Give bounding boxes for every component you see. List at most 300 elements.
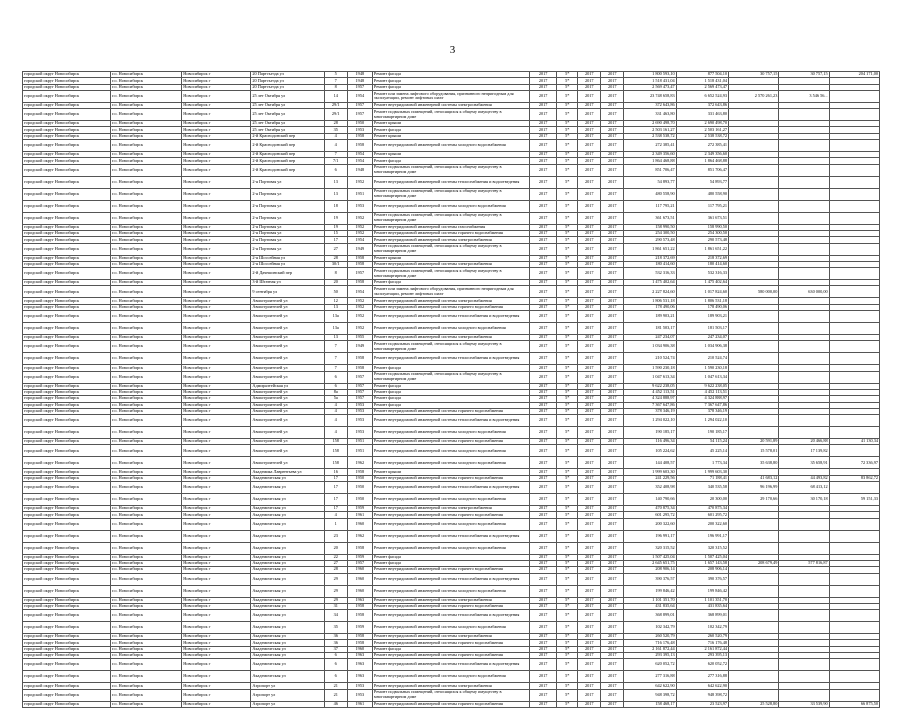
table-cell: 642 622,90 [676, 683, 728, 689]
table-cell: Ремонт внутридомовой инженерной системы холодного водоснабжения [372, 445, 529, 457]
table-cell: 6 [324, 383, 347, 389]
table-cell: городской округ Новосибирск [23, 243, 111, 255]
table-cell: 331 463,80 [676, 109, 728, 121]
table-cell: 2017 [601, 224, 624, 230]
table-cell: 1953 [347, 402, 372, 408]
table-cell [779, 585, 829, 597]
table-cell: 20 [324, 280, 347, 286]
table-cell: г.о. Новосибирск [111, 176, 182, 188]
table-cell [729, 311, 779, 323]
table-cell: Ремонт фасада [372, 554, 529, 560]
table-cell: 5* [557, 164, 578, 176]
table-cell [829, 311, 879, 323]
table-cell: Новосибирск г [182, 188, 251, 200]
table-cell [779, 622, 829, 634]
table-cell: Новосибирск г [182, 389, 251, 395]
table-cell: 6 [324, 652, 347, 658]
table-cell: Авиастроителей ул [251, 439, 324, 445]
table-cell: 9 622 238,05 [676, 383, 728, 389]
table-cell: 5* [557, 445, 578, 457]
table-cell: Академическая ул [251, 573, 324, 585]
table-cell [729, 427, 779, 439]
table-cell: Академическая ул [251, 646, 324, 652]
table-cell: Новосибирск г [182, 176, 251, 188]
table-cell: 293 395,13 [676, 652, 728, 658]
table-cell: 5* [557, 652, 578, 658]
table-cell: 5* [557, 371, 578, 383]
table-cell: 1 047 613,34 [624, 371, 676, 383]
table-cell: 2017 [601, 109, 624, 121]
table-cell: Ремонт фасада [372, 158, 529, 164]
table-cell: городской округ Новосибирск [23, 176, 111, 188]
table-cell: 2017 [601, 365, 624, 371]
table-cell: Ремонт внутридомовой инженерной системы теплоснабжения и водоотведения [372, 311, 529, 323]
table-cell: Ремонт фасада [372, 365, 529, 371]
table-cell: 1948 [347, 164, 372, 176]
table-cell: Новосибирск г [182, 402, 251, 408]
table-cell [729, 415, 779, 427]
table-cell: городской округ Новосибирск [23, 396, 111, 402]
table-cell [829, 90, 879, 102]
table-cell: городской округ Новосибирск [23, 371, 111, 383]
table-cell: 13 [324, 304, 347, 310]
table-cell: 290 573,48 [624, 237, 676, 243]
table-cell: 190 185,17 [624, 427, 676, 439]
table-cell: городской округ Новосибирск [23, 659, 111, 671]
table-cell: 7 [324, 78, 347, 84]
table-cell: 1957 [347, 102, 372, 108]
table-cell: 5* [557, 573, 578, 585]
table-cell: 1958 [347, 542, 372, 554]
table-cell: г.о. Новосибирск [111, 659, 182, 671]
table-cell: Новосибирск г [182, 415, 251, 427]
table-cell: 7/1 [324, 158, 347, 164]
table-row [23, 286, 880, 298]
table-cell: Ремонт внутридомовой инженерной системы холодного водоснабжения [372, 323, 529, 335]
table-cell: 2017 [530, 560, 557, 566]
table-cell: Новосибирск г [182, 243, 251, 255]
table-cell: Ремонт внутридомовой инженерной системы горячего водоснабжения [372, 512, 529, 518]
table-row [23, 427, 880, 439]
table-cell: 2017 [530, 298, 557, 304]
table-cell: городской округ Новосибирск [23, 701, 111, 707]
table-cell: 2 569 473,47 [624, 84, 676, 90]
table-row [23, 542, 880, 554]
table-cell: Академическая ул [251, 567, 324, 573]
table-cell: 431 835,64 [624, 603, 676, 609]
table-cell: 2017 [578, 298, 601, 304]
table-cell: Авиастроителей ул [251, 427, 324, 439]
table-cell [829, 188, 879, 200]
table-cell: 1958 [347, 610, 372, 622]
table-cell: 45 225,14 [676, 445, 728, 457]
table-cell: 96 196,99 [729, 482, 779, 494]
table-cell: 66 875,50 [829, 701, 879, 707]
table-cell: 189 903,21 [624, 311, 676, 323]
table-cell: Новосибирск г [182, 280, 251, 286]
table-cell: 2017 [578, 121, 601, 127]
table-cell: Новосибирск г [182, 652, 251, 658]
table-cell: 2017 [530, 78, 557, 84]
table-cell: 2017 [530, 701, 557, 707]
table-cell: 2017 [530, 396, 557, 402]
table-cell: 2017 [601, 243, 624, 255]
table-cell: 2017 [601, 652, 624, 658]
table-cell: 2017 [530, 482, 557, 494]
table-cell: 1963 [347, 659, 372, 671]
table-cell: 2017 [578, 127, 601, 133]
table-cell: 5* [557, 224, 578, 230]
table-cell: 260 520,79 [624, 634, 676, 640]
table-cell: 716 176,48 [676, 640, 728, 646]
table-cell: 2017 [578, 341, 601, 353]
table-cell: 2-я Портовая ул [251, 200, 324, 212]
table-cell: 372 643,86 [624, 102, 676, 108]
table-cell: 2017 [578, 683, 601, 689]
table-cell: 35 [324, 622, 347, 634]
table-cell: Новосибирск г [182, 554, 251, 560]
table-cell [829, 243, 879, 255]
table-cell: 158 468,17 [624, 701, 676, 707]
table-cell: 2-й Краснодонский пер [251, 133, 324, 139]
table-cell [829, 689, 879, 701]
table-cell: 1954 [347, 90, 372, 102]
table-cell: 2017 [578, 311, 601, 323]
table-cell: 30 757,15 [729, 72, 779, 78]
table-cell: г.о. Новосибирск [111, 353, 182, 365]
table-cell: г.о. Новосибирск [111, 84, 182, 90]
table-cell: 1961 [347, 701, 372, 707]
table-cell: Ремонт или замена лифтового оборудования, признанного непригодным для эксплуатации, ремонт лифтовых шахт [372, 286, 529, 298]
table-cell: городской округ Новосибирск [23, 427, 111, 439]
table-cell: 532 316,33 [676, 268, 728, 280]
table-cell: 7 367 647,86 [624, 402, 676, 408]
table-cell: 2017 [578, 224, 601, 230]
table-cell: Ремонт подвальных помещений, относящихся к общему имуществу в многоквартирном доме [372, 689, 529, 701]
table-cell: Академическая ул [251, 671, 324, 683]
table-cell: Ремонт крыши [372, 469, 529, 475]
table-cell: 2-й Дачешинский пер [251, 268, 324, 280]
table-cell: 2017 [578, 268, 601, 280]
table-cell: 2 690 498,70 [676, 121, 728, 127]
table-cell [729, 188, 779, 200]
table-cell: Ремонт внутридомовой инженерной системы холодного водоснабжения [372, 542, 529, 554]
table-cell: 2017 [601, 597, 624, 603]
table-cell: Академическая ул [251, 652, 324, 658]
table-cell: 2 569 473,47 [676, 84, 728, 90]
table-cell: 2017 [601, 445, 624, 457]
table-cell: 5* [557, 383, 578, 389]
table-cell: Новосибирск г [182, 506, 251, 512]
table-cell: Академическая ул [251, 659, 324, 671]
table-cell: 33 539,90 [779, 701, 829, 707]
table-cell: Новосибирск г [182, 335, 251, 341]
table-cell: 2017 [530, 415, 557, 427]
table-cell: 2017 [578, 475, 601, 481]
table-cell: 5* [557, 255, 578, 261]
table-cell: 2017 [578, 133, 601, 139]
table-cell: Ремонт внутридомовой инженерной системы теплоснабжения и водоотведения [372, 573, 529, 585]
table-cell: 290 573,48 [676, 237, 728, 243]
table-cell: Ремонт крыши [372, 121, 529, 127]
table-cell: 4 452 113,51 [624, 389, 676, 395]
table-cell: 1962 [347, 530, 372, 542]
table-cell: 1958 [347, 469, 372, 475]
table-cell: 2017 [578, 560, 601, 566]
table-row [23, 573, 880, 585]
table-cell: Новосибирск г [182, 542, 251, 554]
table-cell: городской округ Новосибирск [23, 365, 111, 371]
table-cell: Новосибирск г [182, 212, 251, 224]
table-cell: городской округ Новосибирск [23, 298, 111, 304]
table-cell: Новосибирск г [182, 164, 251, 176]
table-cell: 5* [557, 109, 578, 121]
table-cell: городской округ Новосибирск [23, 554, 111, 560]
table-cell: 20 Партсъезда ул [251, 72, 324, 78]
table-cell: Новосибирск г [182, 109, 251, 121]
table-cell: 2 349 356,60 [676, 152, 728, 158]
table-cell: 5* [557, 622, 578, 634]
table-cell: Новосибирск г [182, 622, 251, 634]
table-cell: 83 862,72 [829, 475, 879, 481]
table-row [23, 323, 880, 335]
table-cell: 2017 [578, 506, 601, 512]
table-cell: 5* [557, 567, 578, 573]
table-cell: 2 349 356,60 [624, 152, 676, 158]
table-cell: 1958 [347, 353, 372, 365]
table-cell: Ремонт подвальных помещений, относящихся к общему имуществу в многоквартирном доме [372, 109, 529, 121]
table-cell: 6 [324, 371, 347, 383]
table-cell: 1958 [347, 255, 372, 261]
table-cell: 5* [557, 323, 578, 335]
table-cell: 29 [324, 585, 347, 597]
table-cell [829, 659, 879, 671]
table-cell: 1960 [347, 573, 372, 585]
table-cell: 247 234,07 [676, 335, 728, 341]
table-cell: Авиастроителей ул [251, 457, 324, 469]
table-cell: 5* [557, 512, 578, 518]
table-cell: 2017 [601, 427, 624, 439]
table-cell: 2017 [530, 475, 557, 481]
table-cell [729, 212, 779, 224]
table-cell: 4 [324, 415, 347, 427]
table-cell: 2017 [578, 353, 601, 365]
table-cell: 1958 [347, 634, 372, 640]
table-cell: 1960 [347, 585, 372, 597]
table-cell: Ремонт фасада [372, 646, 529, 652]
table-cell: 2017 [578, 188, 601, 200]
table-cell: 36 [324, 640, 347, 646]
table-cell: 5* [557, 243, 578, 255]
table-cell: Ремонт внутридомовой инженерной системы горячего водоснабжения [372, 652, 529, 658]
table-row [23, 353, 880, 365]
table-cell: 2017 [578, 212, 601, 224]
table-cell: 4 [324, 427, 347, 439]
table-cell: городской округ Новосибирск [23, 640, 111, 646]
table-cell: 1961 [347, 512, 372, 518]
table-cell: 2017 [530, 341, 557, 353]
table-cell: Ремонт крыши [372, 152, 529, 158]
table-cell: городской округ Новосибирск [23, 230, 111, 236]
table-cell: 2017 [530, 383, 557, 389]
table-cell: 20 Партсъезда ул [251, 84, 324, 90]
table-cell: 2017 [530, 494, 557, 506]
table-cell: 1 806 531,18 [676, 298, 728, 304]
table-cell: Адмиралтейская ул [251, 383, 324, 389]
table-cell: Новосибирск г [182, 469, 251, 475]
table-cell: 2017 [601, 408, 624, 414]
table-cell: г.о. Новосибирск [111, 341, 182, 353]
table-cell: 7 [324, 341, 347, 353]
table-cell: 2017 [601, 610, 624, 622]
table-cell: 2017 [530, 304, 557, 310]
table-cell: г.о. Новосибирск [111, 603, 182, 609]
table-cell: Новосибирск г [182, 304, 251, 310]
table-cell: 470 875,34 [676, 506, 728, 512]
table-cell: 2017 [601, 164, 624, 176]
table-cell: 2017 [601, 311, 624, 323]
table-cell: 1957 [347, 560, 372, 566]
table-cell: 620 052,72 [624, 659, 676, 671]
table-cell [779, 311, 829, 323]
table-cell: Ремонт фасада [372, 389, 529, 395]
table-cell: Новосибирск г [182, 121, 251, 127]
table-cell: г.о. Новосибирск [111, 389, 182, 395]
table-cell: Новосибирск г [182, 640, 251, 646]
table-cell: г.о. Новосибирск [111, 268, 182, 280]
table-cell: 320 315,52 [676, 542, 728, 554]
table-cell: 1950 [347, 494, 372, 506]
table-cell: городской округ Новосибирск [23, 494, 111, 506]
table-cell: 480 558,90 [676, 188, 728, 200]
table-cell: 2017 [601, 671, 624, 683]
table-cell: 1952 [347, 311, 372, 323]
table-cell: 2017 [578, 389, 601, 395]
table-cell: Новосибирск г [182, 200, 251, 212]
table-cell: 2017 [601, 237, 624, 243]
table-cell: г.о. Новосибирск [111, 371, 182, 383]
table-cell: городской округ Новосибирск [23, 610, 111, 622]
table-cell: Авиастроителей ул [251, 389, 324, 395]
table-cell: 1953 [347, 427, 372, 439]
table-cell: Ремонт подвальных помещений, относящихся к общему имуществу в многоквартирном доме [372, 188, 529, 200]
table-cell: 1963 [347, 652, 372, 658]
table-cell: Ремонт внутридомовой инженерной системы теплоснабжения и водоотведения [372, 659, 529, 671]
table-cell: 5* [557, 121, 578, 127]
table-cell: г.о. Новосибирск [111, 671, 182, 683]
table-cell: 2017 [578, 78, 601, 84]
table-cell: 1 657 143,58 [676, 560, 728, 566]
table-cell: Академическая ул [251, 597, 324, 603]
table-cell: 4 324 888,97 [624, 396, 676, 402]
table-cell: Ремонт фасада [372, 84, 529, 90]
table-cell: Новосибирск г [182, 597, 251, 603]
table-cell: 5* [557, 200, 578, 212]
table-cell: 2017 [601, 255, 624, 261]
table-cell: городской округ Новосибирск [23, 597, 111, 603]
table-cell: 2017 [530, 439, 557, 445]
table-cell: городской округ Новосибирск [23, 646, 111, 652]
table-cell: 2017 [530, 212, 557, 224]
table-cell [729, 200, 779, 212]
table-cell: 2017 [601, 439, 624, 445]
table-cell [729, 353, 779, 365]
table-cell: Новосибирск г [182, 102, 251, 108]
table-cell: Новосибирск г [182, 560, 251, 566]
table-cell: 352 408,98 [624, 482, 676, 494]
table-cell: 2 503 161,27 [676, 127, 728, 133]
table-cell: 2017 [601, 212, 624, 224]
table-cell: 2017 [601, 402, 624, 408]
table-cell: 2017 [601, 554, 624, 560]
table-cell: 29 170,66 [729, 494, 779, 506]
table-cell: 1958 [347, 280, 372, 286]
table-cell: 272 385,41 [624, 140, 676, 152]
table-cell: 877 504,10 [676, 72, 728, 78]
table-cell: Ремонт внутридомовой инженерной системы горячего водоснабжения [372, 603, 529, 609]
table-cell: г.о. Новосибирск [111, 90, 182, 102]
table-cell: Новосибирск г [182, 230, 251, 236]
table-cell: г.о. Новосибирск [111, 683, 182, 689]
table-cell: 2017 [578, 652, 601, 658]
table-cell: 5* [557, 506, 578, 512]
table-cell: 20 Партсъезда ул [251, 78, 324, 84]
table-cell: 71 188,41 [676, 475, 728, 481]
table-cell: 1958 [347, 133, 372, 139]
table-cell: 54 115,24 [676, 439, 728, 445]
table-cell: 2017 [530, 353, 557, 365]
table-cell: Новосибирск г [182, 341, 251, 353]
table-cell: Новосибирск г [182, 158, 251, 164]
table-cell: г.о. Новосибирск [111, 396, 182, 402]
table-cell: 1960 [347, 646, 372, 652]
table-cell: г.о. Новосибирск [111, 610, 182, 622]
table-cell: 5* [557, 152, 578, 158]
table-cell: 5* [557, 530, 578, 542]
table-cell: городской округ Новосибирск [23, 389, 111, 395]
table-cell: городской округ Новосибирск [23, 518, 111, 530]
table-cell: 158 [324, 439, 347, 445]
table-cell: городской округ Новосибирск [23, 353, 111, 365]
table-cell: 2017 [578, 512, 601, 518]
table-cell: 210 524,74 [676, 353, 728, 365]
table-cell: Ремонт внутридомовой инженерной системы электроснабжения [372, 335, 529, 341]
table-cell: 2017 [530, 280, 557, 286]
table-cell: Ремонт внутридомовой инженерной системы холодного водоснабжения [372, 494, 529, 506]
table-cell: г.о. Новосибирск [111, 140, 182, 152]
table-cell [779, 689, 829, 701]
table-cell: 178 490,06 [624, 304, 676, 310]
table-row [23, 659, 880, 671]
table-cell: Новосибирск г [182, 365, 251, 371]
table-cell [829, 140, 879, 152]
table-cell: городской округ Новосибирск [23, 408, 111, 414]
table-cell: г.о. Новосибирск [111, 530, 182, 542]
table-cell: 17 [324, 482, 347, 494]
table-cell: 28 [324, 121, 347, 127]
table-cell: Академическая ул [251, 482, 324, 494]
table-cell [829, 445, 879, 457]
table-cell: Ремонт внутридомовой инженерной системы горячего водоснабжения [372, 230, 529, 236]
table-cell: 2017 [601, 475, 624, 481]
table-cell: 2 161 872,44 [624, 646, 676, 652]
table-cell: Академическая ул [251, 530, 324, 542]
table-cell: Академическая ул [251, 585, 324, 597]
table-cell: 2017 [601, 457, 624, 469]
table-cell: Новосибирск г [182, 573, 251, 585]
table-cell: 2017 [578, 152, 601, 158]
table-row [23, 90, 880, 102]
